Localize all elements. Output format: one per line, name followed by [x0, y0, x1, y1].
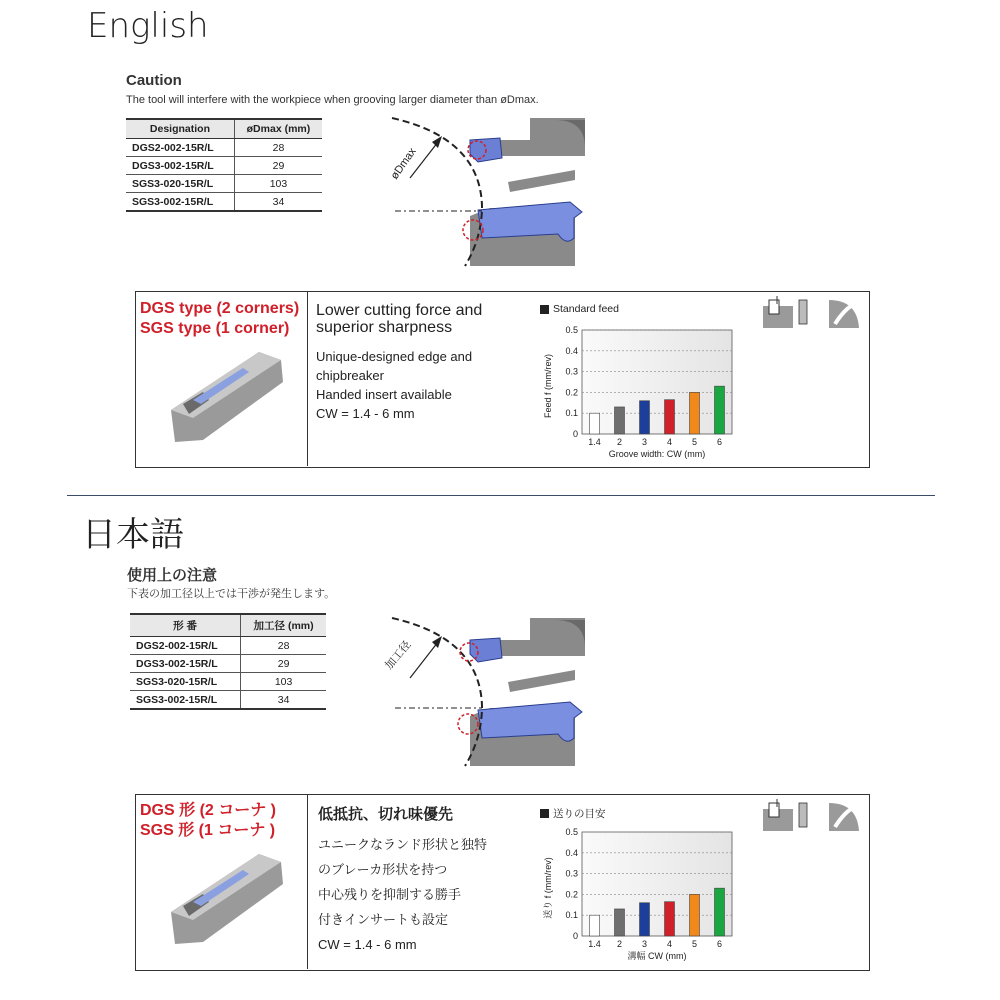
x-tick-label: 4	[666, 437, 673, 447]
table-row	[126, 193, 322, 212]
table-row	[126, 157, 322, 175]
x-axis-label: Groove width: CW (mm)	[608, 449, 706, 459]
insert-image	[163, 342, 293, 452]
feature-jp-5: CW = 1.4 - 6 mm	[318, 937, 417, 952]
feed-chart-jp	[538, 824, 743, 962]
lower-holder-top-shape	[508, 670, 575, 692]
dmax-arrowhead	[432, 136, 442, 148]
dmax-cell: 103	[234, 175, 322, 193]
panel-divider-jp	[307, 795, 308, 969]
table-row	[126, 175, 322, 193]
x-tick-label: 6	[716, 437, 723, 447]
feature-line-4: CW = 1.4 - 6 mm	[316, 406, 415, 421]
table-row	[130, 691, 326, 710]
dmax-arrow-line	[410, 142, 438, 178]
caution-text: The tool will interfere with the workpiece when grooving larger diameter than øDmax.	[126, 94, 539, 106]
interference-diagram-jp	[370, 608, 595, 770]
section-separator	[67, 495, 935, 496]
bar	[615, 909, 625, 936]
x-tick-label: 3	[641, 437, 648, 447]
designation-cell: DGS3-002-15R/L	[130, 655, 241, 673]
dmax-cell: 34	[241, 691, 326, 710]
y-axis-label: 送り f (mm/rev)	[543, 857, 553, 919]
dmax-cell: 34	[234, 193, 322, 212]
type-label-sgs: SGS type (1 corner)	[140, 320, 290, 337]
table-row	[130, 655, 326, 673]
bar	[615, 407, 625, 434]
table-row	[130, 637, 326, 655]
table-header-designation: Designation	[126, 119, 234, 139]
designation-cell: SGS3-020-15R/L	[130, 673, 241, 691]
dmax-label: øDmax	[388, 145, 419, 182]
y-tick-label: 0.4	[565, 345, 578, 356]
designation-cell: SGS3-020-15R/L	[126, 175, 234, 193]
y-tick-label: 0.1	[565, 910, 578, 921]
dmax-cell: 28	[241, 637, 326, 655]
feature-jp-3: 中心残りを抑制する勝手	[318, 887, 462, 902]
chart-title-jp: 送りの目安	[553, 808, 606, 820]
caution-title-jp: 使用上の注意	[127, 567, 218, 584]
x-tick-label: 1.4	[588, 437, 601, 447]
headline-line-2: superior sharpness	[316, 319, 453, 336]
feature-line-2: chipbreaker	[316, 368, 384, 383]
lower-holder-top-shape	[508, 170, 575, 192]
bar	[590, 413, 600, 434]
table-header-designation-jp: 形 番	[130, 614, 241, 637]
legend-square-icon	[540, 305, 549, 314]
english-section-title: English	[87, 6, 209, 46]
caution-title: Caution	[126, 72, 182, 89]
dmax-label-jp: 加工径	[382, 638, 414, 672]
bar	[590, 915, 600, 936]
operation-icon	[755, 294, 865, 334]
designation-cell: DGS2-002-15R/L	[126, 139, 234, 157]
feature-jp-1: ユニークなランド形状と独特	[318, 837, 488, 852]
dmax-arrow-line	[410, 642, 438, 678]
dmax-cell: 28	[234, 139, 322, 157]
feature-line-3: Handed insert available	[316, 387, 452, 402]
headline-line-1: Lower cutting force and	[316, 302, 483, 319]
caution-text-jp: 下表の加工径以上では干渉が発生します。	[127, 588, 336, 600]
dmax-table-jp	[130, 613, 326, 710]
dmax-cell: 103	[241, 673, 326, 691]
bar	[640, 401, 650, 434]
y-tick-label: 0	[572, 931, 578, 941]
bar	[715, 386, 725, 434]
y-tick-label: 0	[572, 429, 578, 439]
japanese-section-title: 日本語	[82, 515, 184, 555]
x-tick-label: 2	[616, 437, 623, 447]
lower-insert-shape	[478, 202, 582, 241]
type-label-sgs-jp: SGS 形 (1 コーナ )	[140, 822, 276, 839]
y-axis-label: Feed f (mm/rev)	[543, 353, 553, 419]
x-tick-label: 3	[641, 939, 648, 949]
x-tick-label: 2	[616, 939, 623, 949]
y-tick-label: 0.2	[565, 889, 578, 900]
type-label-dgs: DGS type (2 corners)	[140, 300, 300, 317]
lower-insert-shape	[478, 702, 582, 741]
bar	[715, 888, 725, 936]
bar	[665, 400, 675, 434]
designation-cell: DGS3-002-15R/L	[126, 157, 234, 175]
plot-area	[582, 832, 732, 936]
bar	[640, 903, 650, 936]
x-axis-label: 溝幅 CW (mm)	[627, 951, 687, 961]
chart-title-row-jp	[540, 806, 606, 821]
y-tick-label: 0.5	[565, 325, 578, 335]
panel-divider-en	[307, 292, 308, 466]
designation-cell: SGS3-002-15R/L	[126, 193, 234, 212]
chart-title-row	[540, 303, 619, 315]
operation-icon-jp	[755, 797, 865, 837]
x-tick-label: 6	[716, 939, 723, 949]
feature-jp-4: 付きインサートも設定	[318, 912, 449, 927]
y-tick-label: 0.5	[565, 827, 578, 837]
bar	[665, 902, 675, 936]
bar	[690, 894, 700, 936]
tool-holder-shape	[498, 118, 585, 156]
table-header-dmax: øDmax (mm)	[234, 119, 322, 139]
interference-diagram	[370, 108, 595, 270]
op-tool2-shape	[799, 803, 807, 827]
designation-cell: SGS3-002-15R/L	[130, 691, 241, 710]
headline-jp: 低抵抗、切れ味優先	[318, 806, 454, 823]
x-tick-label: 1.4	[588, 939, 601, 949]
table-row	[130, 673, 326, 691]
tool-holder-shape	[498, 618, 585, 656]
dmax-table	[126, 118, 322, 212]
op-tool2-shape	[799, 300, 807, 324]
chart-title: Standard feed	[553, 303, 619, 315]
dmax-arrowhead	[432, 636, 442, 648]
x-tick-label: 5	[691, 437, 698, 447]
x-tick-label: 4	[666, 939, 673, 949]
plot-area	[582, 330, 732, 434]
dmax-cell: 29	[234, 157, 322, 175]
dmax-cell: 29	[241, 655, 326, 673]
y-tick-label: 0.3	[565, 366, 578, 377]
y-tick-label: 0.3	[565, 868, 578, 879]
feature-jp-2: のブレーカ形状を持つ	[318, 862, 448, 877]
bar	[690, 392, 700, 434]
y-tick-label: 0.1	[565, 408, 578, 419]
legend-square-icon	[540, 809, 549, 818]
x-tick-label: 5	[691, 939, 698, 949]
feed-chart	[538, 322, 743, 460]
y-tick-label: 0.2	[565, 387, 578, 398]
type-label-dgs-jp: DGS 形 (2 コーナ )	[140, 802, 277, 819]
designation-cell: DGS2-002-15R/L	[130, 637, 241, 655]
feature-line-1: Unique-designed edge and	[316, 349, 473, 364]
insert-image-jp	[163, 844, 293, 954]
table-header-dmax-jp: 加工径 (mm)	[241, 614, 326, 637]
table-row	[126, 139, 322, 157]
y-tick-label: 0.4	[565, 847, 578, 858]
